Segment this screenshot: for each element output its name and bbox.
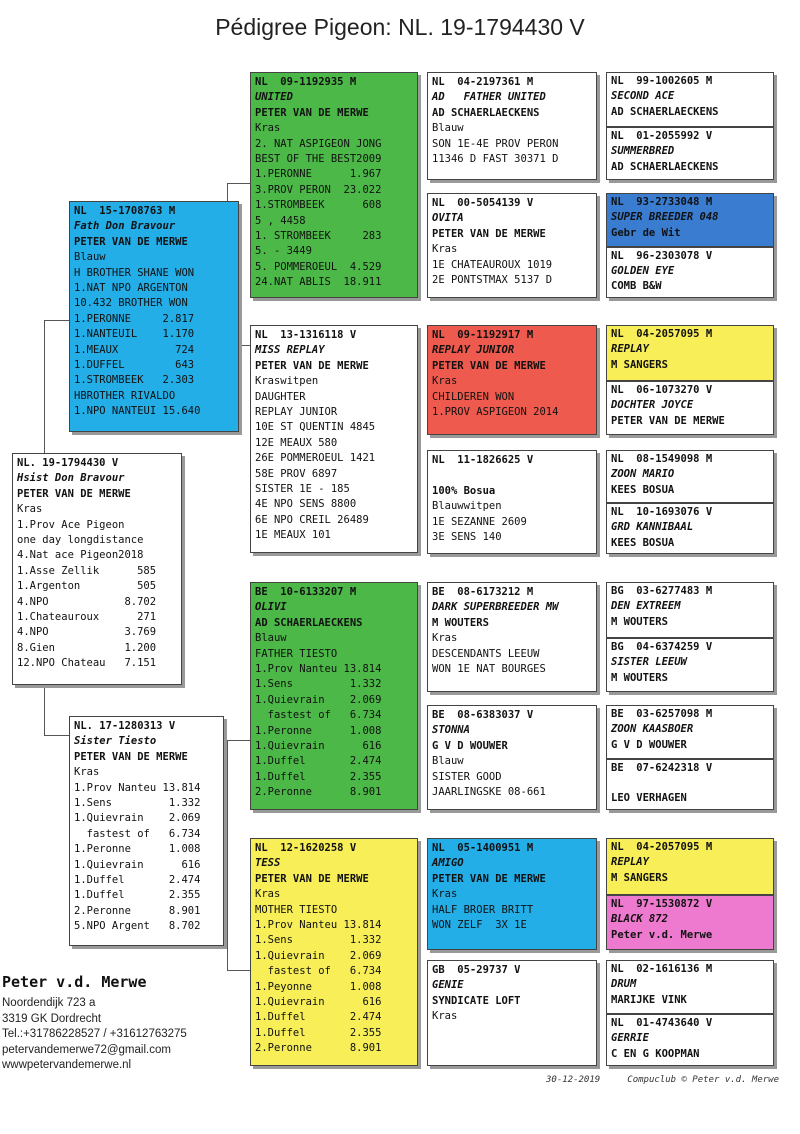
info-line: 2.Peronne 8.901 <box>255 1042 382 1055</box>
breeder-name: PETER VAN DE MERWE <box>432 872 546 885</box>
pigeon-name: AMIGO <box>432 857 464 870</box>
info-line: 1.Duffel 2.474 <box>255 755 382 768</box>
breeder-name: PETER VAN DE MERWE <box>17 487 131 500</box>
breeder-name: COMB B&W <box>611 280 662 293</box>
info-line: 1.Quievrain 2.069 <box>255 693 382 706</box>
pigeon-card-5g <box>606 838 774 950</box>
info-line: JAARLINGSKE 08-661 <box>432 786 546 799</box>
mini-pigeon-entry <box>607 126 773 179</box>
ring-number: NL 13-1316118 V <box>255 329 357 341</box>
info-line: 12.NPO Chateau 7.151 <box>17 657 157 670</box>
pigeon-card-4h <box>427 960 597 1066</box>
info-line: Kras <box>255 888 281 901</box>
info-line: 5. POMMEROEUL 4.529 <box>255 260 382 273</box>
info-line: 1.PERONNE 2.817 <box>74 312 195 325</box>
breeder-name: AD SCHAERLAECKENS <box>432 106 540 119</box>
ring-number: NL. 19-1794430 V <box>17 457 119 469</box>
breeder-name: SYNDICATE LOFT <box>432 994 521 1007</box>
info-line: 12E MEAUX 580 <box>255 436 338 449</box>
info-line: 1.PROV ASPIGEON 2014 <box>432 406 559 419</box>
ring-number: NL 12-1620258 V <box>255 842 357 854</box>
pigeon-name: SISTER LEEUW <box>611 656 687 669</box>
mini-pigeon-entry <box>607 583 773 637</box>
breeder-name: M WOUTERS <box>611 615 668 628</box>
breeder-name: PETER VAN DE MERWE <box>74 235 188 248</box>
ring-number: NL 15-1708763 M <box>74 205 176 217</box>
info-line: 5 , 4458 <box>255 214 306 227</box>
pigeon-name: REPLAY <box>611 856 649 869</box>
pigeon-name: GRD KANNIBAAL <box>611 521 694 534</box>
info-line: FATHER TIESTO <box>255 647 338 660</box>
phone-line: Tel.:+31786228527 / +31612763275 <box>2 1028 187 1040</box>
info-line: Blauw <box>255 632 287 645</box>
mini-pigeon-entry <box>607 73 773 126</box>
info-line: one day longdistance <box>17 534 144 547</box>
pigeon-name-blank <box>611 776 769 791</box>
info-line: 2E PONTSTMAX 5137 D <box>432 274 553 287</box>
info-line: 2.Peronne 8.901 <box>74 904 201 917</box>
info-line: Kraswitpen <box>255 375 319 388</box>
ring-number: NL 01-2055992 V <box>611 130 713 142</box>
ring-number: NL 05-1400951 M <box>432 842 534 854</box>
breeder-name: KEES BOSUA <box>611 483 675 496</box>
pigeon-card-5b <box>606 193 774 298</box>
info-line: 10.432 BROTHER WON <box>74 297 188 310</box>
info-line: H BROTHER SHANE WON <box>74 266 195 279</box>
pigeon-name: OVITA <box>432 212 464 225</box>
connector-line <box>227 970 250 971</box>
info-line: 1.NPO NANTEUI 15.640 <box>74 405 201 418</box>
info-line: Blauw <box>74 251 106 264</box>
breeder-name: M SANGERS <box>611 871 668 884</box>
info-line: 1.Prov Ace Pigeon <box>17 518 125 531</box>
ring-number: NL 96-2303078 V <box>611 249 713 262</box>
pigeon-name: AD FATHER UNITED <box>432 91 546 104</box>
info-line: 3E SENS 140 <box>432 531 502 544</box>
mini-pigeon-entry <box>607 637 773 691</box>
info-line: 1.Sens 1.332 <box>255 678 382 691</box>
info-line: 1.Sens 1.332 <box>255 934 382 947</box>
info-line: 3.PROV PERON 23.022 <box>255 183 382 196</box>
mini-pigeon-entry <box>607 1013 773 1065</box>
info-line: fastest of 6.734 <box>255 965 382 978</box>
pigeon-card-4b <box>427 193 597 298</box>
mini-pigeon-entry <box>607 194 773 246</box>
info-line: 1.STROMBEEK 2.303 <box>74 374 195 387</box>
info-line: 11346 D FAST 30371 D <box>432 153 559 166</box>
owner-name: Peter v.d. Merwe <box>2 973 147 991</box>
connector-line <box>44 320 70 321</box>
info-line: Kras <box>432 375 458 388</box>
ring-number: GB 05-29737 V <box>432 964 521 976</box>
copyright: Compuclub © Peter v.d. Merwe <box>627 1075 779 1085</box>
pigeon-card-sire <box>69 201 239 432</box>
info-line: 1E CHATEAUROUX 1019 <box>432 258 553 271</box>
pigeon-card-4d <box>427 450 597 554</box>
breeder-name: KEES BOSUA <box>611 536 675 549</box>
info-line: DESCENDANTS LEEUW <box>432 647 540 660</box>
info-line: 5.NPO Argent 8.702 <box>74 920 201 933</box>
ring-number: NL 04-2057095 M <box>611 841 713 853</box>
pigeon-name: REPLAY JUNIOR <box>432 344 515 357</box>
info-line: REPLAY JUNIOR <box>255 406 338 419</box>
info-line: Blauw <box>432 122 464 135</box>
pigeon-name: DRUM <box>611 978 637 991</box>
info-line: 1E SEZANNE 2609 <box>432 515 527 528</box>
info-line: Blauwwitpen <box>432 500 502 513</box>
info-line: 1E MEAUX 101 <box>255 529 331 542</box>
address-line-1: Noordendijk 723 a <box>2 997 96 1009</box>
pigeon-card-dam <box>250 582 418 810</box>
pigeon-name: ZOON MARIO <box>611 468 675 481</box>
pigeon-card-5f <box>606 705 774 810</box>
pigeon-name: DARK SUPERBREEDER MW <box>432 601 559 614</box>
ring-number: NL 04-2197361 M <box>432 76 534 88</box>
email-line: petervandemerwe72@gmail.com <box>2 1043 171 1056</box>
info-line: SISTER 1E - 185 <box>255 483 350 496</box>
pigeon-card-main <box>12 453 182 685</box>
pigeon-card-5e <box>606 582 774 692</box>
breeder-name: C EN G KOOPMAN <box>611 1047 700 1060</box>
pigeon-card-5d <box>606 450 774 554</box>
info-line: 1.Quievrain 616 <box>255 740 382 753</box>
ring-number: NL 02-1616136 M <box>611 963 713 975</box>
owner-contact <box>2 996 187 1074</box>
breeder-name: AD SCHAERLAECKENS <box>255 616 363 629</box>
pigeon-name: OLIVI <box>255 601 287 614</box>
info-line: 4.NPO 3.769 <box>17 626 157 639</box>
credit-line <box>546 1075 779 1085</box>
mini-pigeon-entry <box>607 246 773 298</box>
pigeon-name: GENIE <box>432 979 464 992</box>
ring-number: BG 04-6374259 V <box>611 641 713 653</box>
print-date: 30-12-2019 <box>546 1075 601 1085</box>
mini-pigeon-entry <box>607 706 773 758</box>
ring-number: NL 09-1192935 M <box>255 76 357 88</box>
mini-pigeon-entry <box>607 894 773 949</box>
pigeon-card-4c <box>427 325 597 435</box>
pigeon-name: GOLDEN EYE <box>611 264 675 277</box>
info-line: 2.Peronne 8.901 <box>255 786 382 799</box>
breeder-name: G V D WOUWER <box>432 739 508 752</box>
info-line: Kras <box>432 632 458 645</box>
ring-number: NL 10-1693076 V <box>611 506 713 518</box>
info-line: 1.Prov Nanteu 13.814 <box>255 919 382 932</box>
info-line: 4.NPO 8.702 <box>17 595 157 608</box>
info-line: 58E PROV 6897 <box>255 467 338 480</box>
info-line: 1.Prov Nanteu 13.814 <box>255 663 382 676</box>
address-line-2: 3319 GK Dordrecht <box>2 1012 102 1025</box>
info-line: Kras <box>432 1010 458 1023</box>
mini-pigeon-entry <box>607 839 773 894</box>
info-line: HALF BROER BRITT <box>432 903 534 916</box>
connector-line <box>227 183 250 184</box>
breeder-name: PETER VAN DE MERWE <box>255 872 369 885</box>
info-line: 4.Nat ace Pigeon2018 <box>17 549 144 562</box>
breeder-name: Gebr de Wit <box>611 226 681 239</box>
info-line: fastest of 6.734 <box>74 827 201 840</box>
info-line: 8.Gien 1.200 <box>17 641 157 654</box>
info-line: WON 1E NAT BOURGES <box>432 663 546 676</box>
connector-line <box>227 740 228 970</box>
pigeon-name: DOCHTER JOYCE <box>611 399 694 412</box>
breeder-name: M WOUTERS <box>432 616 489 629</box>
mini-pigeon-entry <box>607 451 773 502</box>
ring-number: NL 97-1530872 V <box>611 898 713 910</box>
pigeon-card-5c <box>606 325 774 435</box>
info-line: Kras <box>74 766 100 779</box>
info-line: 1.Chateauroux 271 <box>17 611 157 624</box>
breeder-name: 100% Bosua <box>432 484 496 497</box>
pigeon-name-blank <box>432 468 592 483</box>
info-line: HBROTHER RIVALDO <box>74 389 176 402</box>
pigeon-name: Fath Don Bravour <box>74 220 176 233</box>
ring-number: NL. 17-1280313 V <box>74 720 176 732</box>
info-line: SON 1E-4E PROV PERON <box>432 137 559 150</box>
pigeon-name: UNITED <box>255 91 293 104</box>
info-line: BEST OF THE BEST2009 <box>255 153 382 166</box>
ring-number: NL 08-1549098 M <box>611 453 713 465</box>
info-line: fastest of 6.734 <box>255 709 382 722</box>
info-line: 1.STROMBEEK 608 <box>255 199 382 212</box>
breeder-name: PETER VAN DE MERWE <box>74 750 188 763</box>
pigeon-name: GERRIE <box>611 1032 649 1045</box>
info-line: 1.Asse Zellik 585 <box>17 564 157 577</box>
breeder-name: PETER VAN DE MERWE <box>432 227 546 240</box>
breeder-name: AD SCHAERLAECKENS <box>611 160 719 173</box>
pigeon-name: Hsist Don Bravour <box>17 472 125 485</box>
info-line: 1.Quievrain 616 <box>255 996 382 1009</box>
ring-number: BE 08-6173212 M <box>432 586 534 598</box>
ring-number: NL 09-1192917 M <box>432 329 534 341</box>
info-line: 1.Duffel 2.355 <box>255 1026 382 1039</box>
pigeon-name: SUMMERBRED <box>611 145 675 158</box>
ring-number: BE 03-6257098 M <box>611 708 713 720</box>
info-line: 1.MEAUX 724 <box>74 343 195 356</box>
mini-pigeon-entry <box>607 961 773 1013</box>
pigeon-name: TESS <box>255 857 281 870</box>
info-line: Kras <box>432 888 458 901</box>
pigeon-name: SUPER BREEDER 048 <box>611 211 719 224</box>
info-line: 4E NPO SENS 8800 <box>255 498 357 511</box>
info-line: 1.Sens 1.332 <box>74 797 201 810</box>
ring-number: BG 03-6277483 M <box>611 585 713 597</box>
info-line: Blauw <box>432 755 464 768</box>
info-line: 1.Argenton 505 <box>17 580 157 593</box>
info-line: 1.Quievrain 616 <box>74 858 201 871</box>
info-line: SISTER GOOD <box>432 770 502 783</box>
info-line: 1.Duffel 2.474 <box>74 874 201 887</box>
info-line: 1.Duffel 2.474 <box>255 1011 382 1024</box>
info-line: DAUGHTER <box>255 390 306 403</box>
pigeon-card-4a <box>427 72 597 180</box>
info-line: WON ZELF 3X 1E <box>432 919 527 932</box>
info-line: 1.PERONNE 1.967 <box>255 168 382 181</box>
pigeon-card-5h <box>606 960 774 1066</box>
pigeon-name: DEN EXTREEM <box>611 600 681 613</box>
pigeon-name: REPLAY <box>611 343 649 356</box>
info-line: 1.Peronne 1.008 <box>255 724 382 737</box>
mini-pigeon-entry <box>607 502 773 553</box>
breeder-name: M SANGERS <box>611 358 668 371</box>
pigeon-name: Sister Tiesto <box>74 735 157 748</box>
ring-number: BE 07-6242318 V <box>611 761 713 774</box>
info-line: 6E NPO CREIL 26489 <box>255 513 369 526</box>
breeder-name: G V D WOUWER <box>611 738 687 751</box>
info-line: 5. - 3449 <box>255 245 312 258</box>
connector-line <box>44 735 70 736</box>
breeder-name: LEO VERHAGEN <box>611 792 687 805</box>
info-line: 2. NAT ASPIGEON JONG <box>255 137 382 150</box>
page-title: Pédigree Pigeon: NL. 19-1794430 V <box>215 14 585 40</box>
website-line: wwwpetervandemerwe.nl <box>2 1059 132 1071</box>
breeder-name: PETER VAN DE MERWE <box>255 106 369 119</box>
pigeon-card-sire-dam <box>250 325 418 553</box>
pigeon-name: BLACK 872 <box>611 913 668 926</box>
breeder-name: PETER VAN DE MERWE <box>611 414 725 427</box>
info-line: 10E ST QUENTIN 4845 <box>255 421 376 434</box>
info-line: 1.Duffel 2.355 <box>74 889 201 902</box>
info-line: 1. STROMBEEK 283 <box>255 230 382 243</box>
ring-number: NL 06-1073270 V <box>611 384 713 396</box>
ring-number: BE 10-6133207 M <box>255 586 357 598</box>
info-line: Kras <box>255 122 281 135</box>
info-line: 1.DUFFEL 643 <box>74 359 195 372</box>
breeder-name: MARIJKE VINK <box>611 993 687 1006</box>
info-line: 1.Peyonne 1.008 <box>255 980 382 993</box>
breeder-name: PETER VAN DE MERWE <box>255 359 369 372</box>
pigeon-card-4f <box>427 705 597 810</box>
info-line: 1.Duffel 2.355 <box>255 770 382 783</box>
breeder-name: PETER VAN DE MERWE <box>432 359 546 372</box>
pigeon-card-sire-sire <box>250 72 418 298</box>
pigeon-card-4e <box>427 582 597 692</box>
ring-number: BE 08-6383037 V <box>432 709 534 721</box>
ring-number: NL 93-2733048 M <box>611 196 713 208</box>
ring-number: NL 11-1826625 V <box>432 454 534 466</box>
info-line: 1.Peronne 1.008 <box>74 843 201 856</box>
info-line: Kras <box>432 243 458 256</box>
pigeon-name: MISS REPLAY <box>255 344 325 357</box>
info-line: 1.Quievrain 2.069 <box>255 949 382 962</box>
info-line: 1.NAT NPO ARGENTON <box>74 282 188 295</box>
info-line: 1.Prov Nanteu 13.814 <box>74 781 201 794</box>
connector-line <box>227 740 250 741</box>
breeder-name: AD SCHAERLAECKENS <box>611 105 719 118</box>
pigeon-card-dam-dam <box>250 838 418 1066</box>
ring-number: NL 99-1002605 M <box>611 75 713 87</box>
pigeon-name: STONNA <box>432 724 470 737</box>
info-line: CHILDEREN WON <box>432 390 515 403</box>
ring-number: NL 04-2057095 M <box>611 328 713 340</box>
info-line: 24.NAT ABLIS 18.911 <box>255 276 382 289</box>
mini-pigeon-entry <box>607 326 773 380</box>
pigeon-card-sister <box>69 716 224 946</box>
pigeon-card-4g <box>427 838 597 950</box>
info-line: 1.Quievrain 2.069 <box>74 812 201 825</box>
pigeon-name: SECOND ACE <box>611 90 675 103</box>
breeder-name: M WOUTERS <box>611 671 668 684</box>
mini-pigeon-entry <box>607 758 773 810</box>
pigeon-card-5a <box>606 72 774 180</box>
info-line: Kras <box>17 503 43 516</box>
info-line: MOTHER TIESTO <box>255 903 338 916</box>
ring-number: NL 01-4743640 V <box>611 1017 713 1029</box>
pigeon-name: ZOON KAASBOER <box>611 723 694 736</box>
info-line: 26E POMMEROEUL 1421 <box>255 452 376 465</box>
info-line: 1.NANTEUIL 1.170 <box>74 328 195 341</box>
ring-number: NL 00-5054139 V <box>432 197 534 209</box>
breeder-name: Peter v.d. Merwe <box>611 928 713 941</box>
mini-pigeon-entry <box>607 380 773 434</box>
